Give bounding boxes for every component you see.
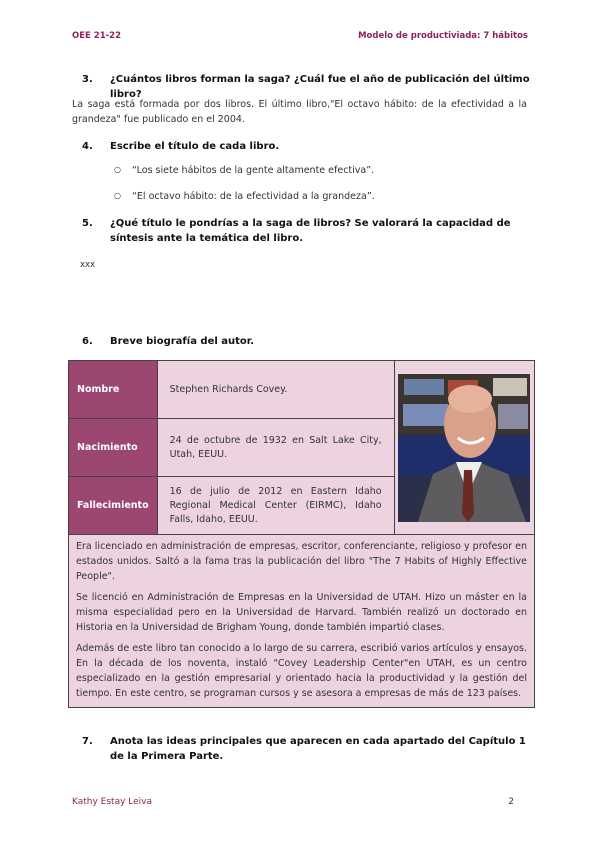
question-7 (82, 734, 532, 764)
question-number: 4. (82, 141, 93, 152)
biography-text (69, 535, 535, 708)
question-text: ¿Qué título le pondrías a la saga de libros? Se valorará la capacidad de síntesis ante la temática del libro. (110, 218, 511, 244)
question-5 (82, 216, 532, 246)
bullet-icon: ○ (114, 165, 121, 174)
label-name: Nombre (69, 361, 158, 419)
bullet-icon: ○ (114, 191, 121, 200)
page-number: 2 (508, 797, 514, 807)
list-item-text: “El octavo hábito: de la efectividad a la grandeza”. (132, 191, 375, 202)
question-number: 7. (82, 736, 93, 747)
answer-5: xxx (80, 260, 96, 270)
bio-paragraph: Era licenciado en administración de empresas, escritor, conferenciante, religioso y profesor en estados unidos. Saltó a la fama tras la publicación del libro "The 7 Habits of Highly Effective People". (76, 541, 527, 582)
label-death: Fallecimiento (69, 477, 158, 535)
question-text: Escribe el título de cada libro. (110, 141, 280, 152)
author-photo-cell (394, 361, 534, 535)
bio-paragraph: Además de este libro tan conocido a lo largo de su carrera, escribió varios artículos y ensayos. En la década de los noventa, instaló "Covey Leadership Center"en UTAH, es un centro especializado en la gestión empresarial y orientado hacia la productividad y la gestión del tiempo. En este centro, se programan cursos y se asesora a empresas de más de 123 países. (76, 643, 527, 699)
answer-3: La saga está formada por dos libros. El último libro,"El octavo hábito: de la efectividad a la grandeza" fue publicado en el 2004. (72, 99, 527, 125)
value-death: 16 de julio de 2012 en Eastern Idaho Regional Medical Center (EIRMC), Idaho Falls, Idaho, EEUU. (157, 477, 394, 535)
header-course: OEE 21-22 (72, 31, 121, 41)
question-text: Anota las ideas principales que aparecen en cada apartado del Capítulo 1 de la Primera Parte. (110, 736, 526, 762)
biography-table (68, 360, 535, 708)
header-title: Modelo de productiviada: 7 hábitos (358, 31, 528, 41)
question-number: 6. (82, 336, 93, 347)
question-4 (82, 139, 532, 154)
question-text: ¿Cuántos libros forman la saga? ¿Cuál fue el año de publicación del último libro? (110, 74, 530, 100)
question-number: 3. (82, 74, 93, 85)
list-item (114, 191, 375, 202)
author-photo (398, 374, 530, 522)
value-birth: 24 de octubre de 1932 en Salt Lake City, Utah, EEUU. (157, 419, 394, 477)
list-item (114, 165, 375, 176)
value-name: Stephen Richards Covey. (157, 361, 394, 419)
question-6 (82, 334, 532, 349)
table-row (69, 535, 535, 708)
question-text: Breve biografía del autor. (110, 336, 255, 347)
bio-paragraph: Se licenció en Administración de Empresas en la Universidad de UTAH. Hizo un máster en la misma especialidad pero en la Universidad de Harvard. También realizó un doctorado en Historia en la Universidad de Brigham Young, donde también impartió clases. (76, 592, 527, 633)
list-item-text: “Los siete hábitos de la gente altamente efectiva”. (132, 165, 375, 176)
label-birth: Nacimiento (69, 419, 158, 477)
table-row (69, 361, 535, 419)
question-number: 5. (82, 218, 93, 229)
footer-author: Kathy Estay Leiva (72, 797, 153, 807)
